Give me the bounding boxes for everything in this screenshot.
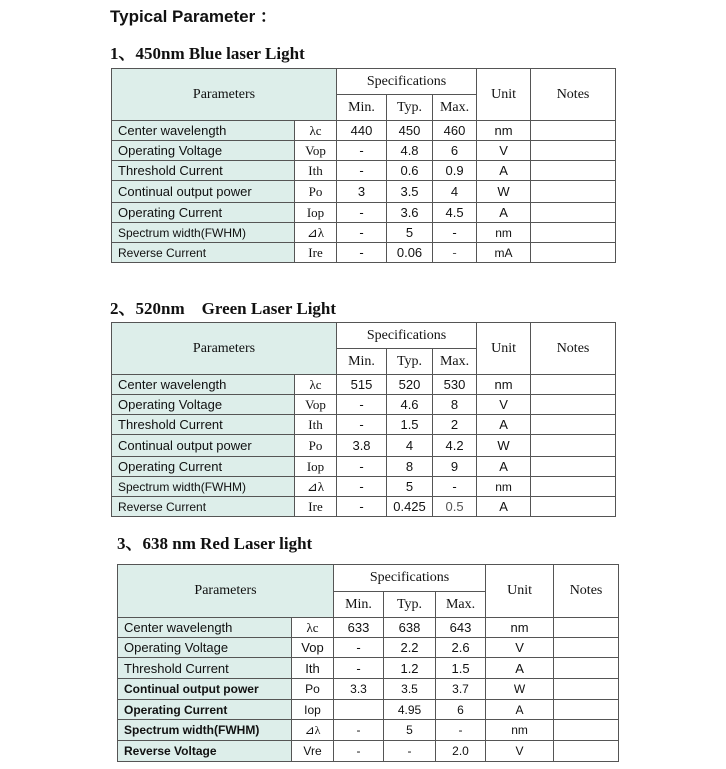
param-min: -	[337, 477, 387, 497]
param-max: 460	[433, 121, 477, 141]
param-typ: 1.5	[387, 415, 433, 435]
param-unit: W	[477, 181, 531, 203]
param-min: 633	[334, 618, 384, 638]
param-max: 4	[433, 181, 477, 203]
param-typ: 5	[387, 223, 433, 243]
param-typ: 3.5	[384, 679, 436, 700]
param-min: -	[337, 203, 387, 223]
param-notes	[531, 141, 616, 161]
table-row	[112, 395, 616, 415]
param-min: -	[337, 457, 387, 477]
spec-table-blue	[111, 68, 616, 263]
header-min: Min.	[334, 592, 384, 618]
param-min: -	[337, 243, 387, 263]
param-name: Operating Voltage	[112, 395, 295, 415]
param-symbol: Vop	[292, 638, 334, 658]
param-symbol: Iop	[295, 203, 337, 223]
param-symbol: λc	[295, 121, 337, 141]
param-typ: 1.2	[384, 658, 436, 679]
param-typ: 4.8	[387, 141, 433, 161]
header-unit: Unit	[486, 565, 554, 618]
param-max: 0.9	[433, 161, 477, 181]
param-typ: 0.6	[387, 161, 433, 181]
param-notes	[554, 638, 619, 658]
param-max: -	[433, 243, 477, 263]
param-notes	[531, 457, 616, 477]
param-min	[334, 700, 384, 720]
param-notes	[531, 223, 616, 243]
param-unit: W	[477, 435, 531, 457]
param-max: -	[433, 477, 477, 497]
param-name: Center wavelength	[112, 375, 295, 395]
header-max: Max.	[436, 592, 486, 618]
param-typ: 520	[387, 375, 433, 395]
param-symbol: ⊿λ	[295, 223, 337, 243]
table-row	[118, 638, 619, 658]
param-name: Continual output power	[118, 679, 292, 700]
param-unit: V	[486, 638, 554, 658]
param-min: 3	[337, 181, 387, 203]
header-parameters: Parameters	[112, 69, 337, 121]
param-symbol: Ire	[295, 243, 337, 263]
param-unit: V	[477, 395, 531, 415]
param-min: -	[337, 223, 387, 243]
param-name: Threshold Current	[118, 658, 292, 679]
param-typ: 4	[387, 435, 433, 457]
param-name: Reverse Current	[112, 243, 295, 263]
param-typ: 8	[387, 457, 433, 477]
param-symbol: Po	[292, 679, 334, 700]
param-min: 515	[337, 375, 387, 395]
param-max: 4.2	[433, 435, 477, 457]
header-max: Max.	[433, 349, 477, 375]
param-symbol: Ith	[292, 658, 334, 679]
table-row	[112, 141, 616, 161]
param-max: 6	[436, 700, 486, 720]
param-typ: 4.95	[384, 700, 436, 720]
param-unit: W	[486, 679, 554, 700]
param-unit: V	[486, 741, 554, 762]
param-symbol: Vop	[295, 395, 337, 415]
param-unit: A	[477, 457, 531, 477]
param-notes	[531, 243, 616, 263]
param-notes	[531, 497, 616, 517]
param-name: Center wavelength	[118, 618, 292, 638]
param-typ: 5	[387, 477, 433, 497]
header-typ: Typ.	[387, 95, 433, 121]
param-max: 0.5	[433, 497, 477, 517]
param-name: Threshold Current	[112, 161, 295, 181]
param-name: Reverse Voltage	[118, 741, 292, 762]
param-min: 440	[337, 121, 387, 141]
param-symbol: Ith	[295, 415, 337, 435]
param-min: -	[337, 141, 387, 161]
table-row	[112, 223, 616, 243]
param-symbol: Ith	[295, 161, 337, 181]
param-max: 2.6	[436, 638, 486, 658]
param-max: 643	[436, 618, 486, 638]
param-max: 530	[433, 375, 477, 395]
param-notes	[554, 679, 619, 700]
header-specifications: Specifications	[337, 323, 477, 349]
param-symbol: Ire	[295, 497, 337, 517]
header-typ: Typ.	[384, 592, 436, 618]
param-symbol: ⊿λ	[292, 720, 334, 741]
header-notes: Notes	[531, 69, 616, 121]
param-typ: 638	[384, 618, 436, 638]
param-notes	[531, 415, 616, 435]
param-unit: nm	[477, 375, 531, 395]
param-notes	[531, 395, 616, 415]
param-unit: nm	[486, 618, 554, 638]
param-max: -	[433, 223, 477, 243]
param-max: 2	[433, 415, 477, 435]
param-unit: mA	[477, 243, 531, 263]
header-notes: Notes	[554, 565, 619, 618]
param-notes	[531, 477, 616, 497]
param-name: Threshold Current	[112, 415, 295, 435]
param-typ: 3.5	[387, 181, 433, 203]
param-symbol: Vop	[295, 141, 337, 161]
table-row	[118, 720, 619, 741]
param-name: Operating Current	[112, 203, 295, 223]
param-symbol: Po	[295, 181, 337, 203]
header-typ: Typ.	[387, 349, 433, 375]
param-symbol: λc	[295, 375, 337, 395]
param-typ: 450	[387, 121, 433, 141]
param-symbol: λc	[292, 618, 334, 638]
param-name: Spectrum width(FWHM)	[112, 223, 295, 243]
table-row	[112, 477, 616, 497]
param-name: Continual output power	[112, 181, 295, 203]
param-unit: A	[486, 658, 554, 679]
param-notes	[531, 161, 616, 181]
param-symbol: Vre	[292, 741, 334, 762]
header-max: Max.	[433, 95, 477, 121]
section-title-green: 2、520nm Green Laser Light	[110, 299, 337, 318]
param-min: 3.8	[337, 435, 387, 457]
param-min: -	[337, 161, 387, 181]
param-unit: A	[486, 700, 554, 720]
param-min: -	[337, 395, 387, 415]
param-symbol: Iop	[295, 457, 337, 477]
header-notes: Notes	[531, 323, 616, 375]
table-row	[112, 375, 616, 395]
param-notes	[531, 375, 616, 395]
param-max: 2.0	[436, 741, 486, 762]
param-notes	[554, 658, 619, 679]
spec-table-red	[117, 564, 619, 762]
param-notes	[554, 618, 619, 638]
param-unit: A	[477, 415, 531, 435]
header-unit: Unit	[477, 69, 531, 121]
param-unit: A	[477, 203, 531, 223]
table-row	[112, 161, 616, 181]
param-max: 3.7	[436, 679, 486, 700]
param-notes	[531, 181, 616, 203]
param-notes	[531, 203, 616, 223]
param-min: -	[334, 638, 384, 658]
param-max: 9	[433, 457, 477, 477]
param-name: Continual output power	[112, 435, 295, 457]
table-row	[112, 181, 616, 203]
param-min: 3.3	[334, 679, 384, 700]
param-name: Operating Voltage	[112, 141, 295, 161]
param-typ: -	[384, 741, 436, 762]
section-title-red: 3、638 nm Red Laser light	[117, 534, 313, 553]
page-title: Typical Parameter ：	[110, 7, 277, 26]
table-row	[118, 618, 619, 638]
param-unit: A	[477, 161, 531, 181]
param-unit: nm	[477, 223, 531, 243]
table-row	[112, 497, 616, 517]
param-typ: 4.6	[387, 395, 433, 415]
header-specifications: Specifications	[337, 69, 477, 95]
param-unit: A	[477, 497, 531, 517]
param-name: Operating Current	[118, 700, 292, 720]
table-row	[112, 243, 616, 263]
param-typ: 5	[384, 720, 436, 741]
param-max: 8	[433, 395, 477, 415]
table-row	[112, 415, 616, 435]
param-name: Center wavelength	[112, 121, 295, 141]
param-max: 6	[433, 141, 477, 161]
param-typ: 3.6	[387, 203, 433, 223]
spec-table-green	[111, 322, 616, 517]
header-min: Min.	[337, 95, 387, 121]
table-row	[112, 435, 616, 457]
table-row	[118, 700, 619, 720]
param-unit: nm	[477, 121, 531, 141]
param-typ: 0.06	[387, 243, 433, 263]
param-notes	[554, 741, 619, 762]
param-min: -	[337, 415, 387, 435]
header-parameters: Parameters	[118, 565, 334, 618]
table-row	[118, 679, 619, 700]
param-symbol: ⊿λ	[295, 477, 337, 497]
param-max: 1.5	[436, 658, 486, 679]
param-unit: nm	[486, 720, 554, 741]
param-notes	[531, 435, 616, 457]
header-min: Min.	[337, 349, 387, 375]
table-row	[118, 658, 619, 679]
param-min: -	[337, 497, 387, 517]
param-typ: 0.425	[387, 497, 433, 517]
param-name: Operating Current	[112, 457, 295, 477]
param-max: -	[436, 720, 486, 741]
param-symbol: Po	[295, 435, 337, 457]
param-min: -	[334, 741, 384, 762]
header-unit: Unit	[477, 323, 531, 375]
table-row	[118, 741, 619, 762]
param-unit: nm	[477, 477, 531, 497]
param-name: Reverse Current	[112, 497, 295, 517]
param-name: Spectrum width(FWHM)	[112, 477, 295, 497]
param-notes	[554, 720, 619, 741]
param-name: Spectrum width(FWHM)	[118, 720, 292, 741]
table-row	[112, 457, 616, 477]
param-symbol: Iop	[292, 700, 334, 720]
section-title-blue: 1、450nm Blue laser Light	[110, 44, 305, 63]
param-name: Operating Voltage	[118, 638, 292, 658]
header-parameters: Parameters	[112, 323, 337, 375]
table-row	[112, 121, 616, 141]
table-row	[112, 203, 616, 223]
param-min: -	[334, 658, 384, 679]
param-typ: 2.2	[384, 638, 436, 658]
param-notes	[554, 700, 619, 720]
param-notes	[531, 121, 616, 141]
param-min: -	[334, 720, 384, 741]
param-max: 4.5	[433, 203, 477, 223]
header-specifications: Specifications	[334, 565, 486, 592]
param-unit: V	[477, 141, 531, 161]
